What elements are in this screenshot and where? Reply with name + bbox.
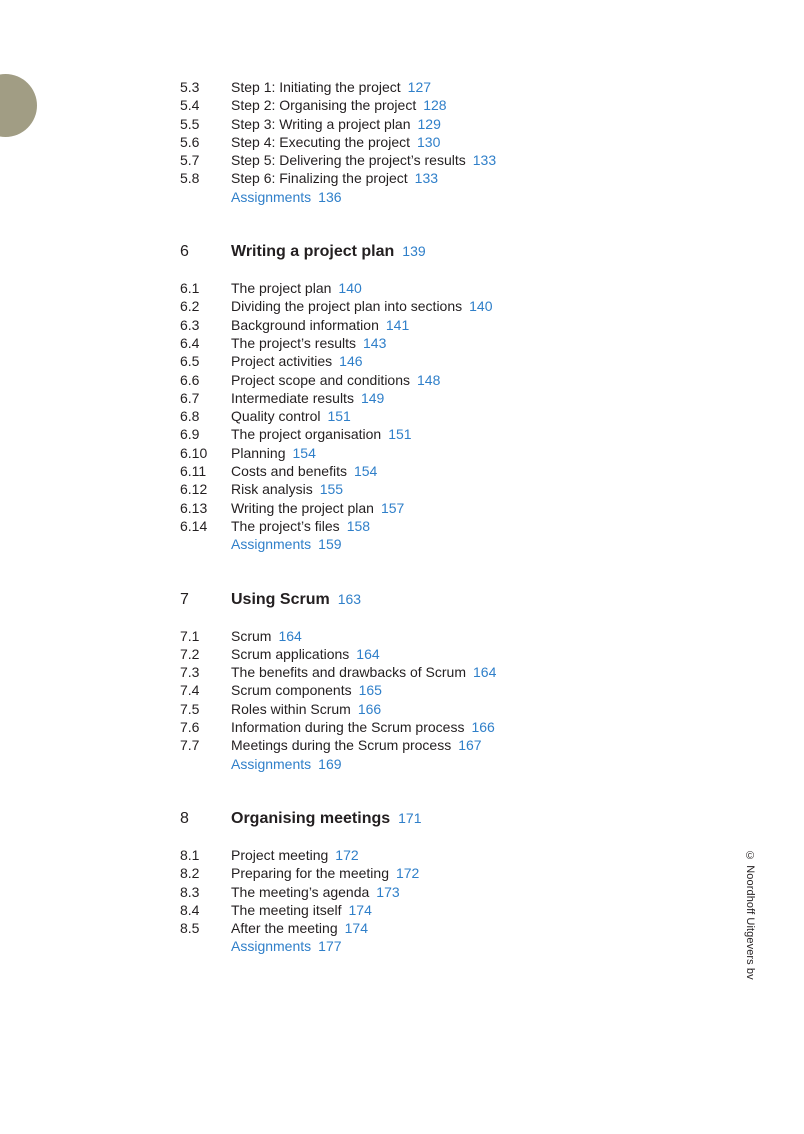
section-title: The benefits and drawbacks of Scrum — [231, 664, 467, 681]
section-title: Background information — [231, 316, 379, 333]
section-list — [180, 78, 640, 206]
section-page-number[interactable]: 165 — [358, 682, 382, 699]
section-list — [180, 627, 640, 773]
section-number: 8.4 — [180, 901, 200, 918]
section-number: 6.1 — [180, 280, 200, 297]
section-page-number[interactable]: 154 — [292, 444, 316, 461]
section-title: Roles within Scrum — [231, 700, 351, 717]
section-page-number[interactable]: 169 — [318, 755, 342, 772]
section-title[interactable]: Assignments — [231, 188, 312, 205]
section-title[interactable]: Assignments — [231, 938, 312, 955]
chapter-page-number[interactable]: 139 — [402, 243, 426, 260]
section-number: 8.3 — [180, 883, 200, 900]
section-title: Project scope and conditions — [231, 371, 410, 388]
section-number: 6.13 — [180, 499, 208, 516]
section-title: Step 3: Writing a project plan — [231, 115, 411, 132]
chapter-heading[interactable] — [180, 591, 640, 613]
chapter-tab-marker — [0, 74, 37, 137]
section-entry[interactable] — [180, 864, 640, 882]
section-title: Step 4: Executing the project — [231, 133, 410, 150]
copyright-notice: © Noordhoff Uitgevers bv — [744, 850, 756, 980]
section-number: 8.1 — [180, 846, 200, 863]
section-entry[interactable] — [180, 901, 640, 919]
section-entry[interactable] — [180, 297, 640, 315]
section-entry[interactable] — [180, 627, 640, 645]
section-title: Risk analysis — [231, 481, 313, 498]
section-entry[interactable] — [180, 846, 640, 864]
section-number: 5.6 — [180, 133, 200, 150]
section-page-number[interactable]: 151 — [327, 408, 351, 425]
section-page-number[interactable]: 158 — [346, 517, 371, 534]
section-page-number[interactable]: 164 — [473, 664, 497, 681]
section-page-number[interactable]: 166 — [357, 700, 382, 717]
section-number: 6.10 — [180, 444, 208, 461]
section-page-number[interactable]: 155 — [319, 481, 344, 498]
section-number: 6.9 — [180, 426, 200, 443]
section-page-number[interactable]: 151 — [388, 426, 412, 443]
section-number: 8.2 — [180, 865, 200, 882]
section-entry[interactable] — [180, 352, 640, 370]
section-entry[interactable] — [180, 517, 640, 535]
section-title: Quality control — [231, 408, 321, 425]
section-title: Planning — [231, 444, 286, 461]
section-entry[interactable] — [180, 279, 640, 297]
section-title: Scrum applications — [231, 645, 350, 662]
section-title: Costs and benefits — [231, 463, 347, 480]
section-number: 6.2 — [180, 298, 200, 315]
section-number: 7.7 — [180, 737, 200, 754]
section-entry[interactable] — [180, 389, 640, 407]
section-title: Step 6: Finalizing the project — [231, 170, 408, 187]
section-title[interactable]: Assignments — [231, 755, 312, 772]
section-page-number[interactable]: 140 — [469, 298, 493, 315]
section-number: 6.3 — [180, 316, 200, 333]
section-number: 6.5 — [180, 353, 200, 370]
section-page-number[interactable]: 133 — [414, 170, 439, 187]
section-title: Step 1: Initiating the project — [231, 79, 401, 95]
section-number: 6.11 — [180, 463, 207, 480]
section-number: 7.2 — [180, 645, 200, 662]
section-entry[interactable] — [180, 316, 640, 334]
section-title: After the meeting — [231, 920, 338, 937]
section-page-number[interactable]: 159 — [318, 536, 342, 553]
section-page-number[interactable]: 177 — [318, 938, 342, 955]
section-page-number[interactable]: 157 — [380, 499, 405, 516]
section-number: 6.7 — [180, 389, 200, 406]
section-number: 7.1 — [180, 627, 200, 644]
toc-chapter — [180, 591, 640, 773]
section-entry[interactable] — [180, 700, 640, 718]
section-entry[interactable] — [180, 133, 640, 151]
section-number: 7.4 — [180, 682, 200, 699]
toc-chapter — [180, 243, 640, 553]
section-page-number[interactable]: 174 — [344, 920, 368, 937]
assignments-entry[interactable] — [180, 755, 640, 773]
section-entry[interactable] — [180, 883, 640, 901]
section-title: Step 2: Organising the project — [231, 97, 417, 114]
section-page-number[interactable]: 141 — [385, 316, 410, 333]
section-title: Intermediate results — [231, 389, 354, 406]
section-number: 6.14 — [180, 517, 208, 534]
section-page-number[interactable]: 136 — [318, 188, 342, 205]
section-title: Step 5: Delivering the project’s results — [231, 152, 466, 169]
section-number: 5.5 — [180, 115, 200, 132]
section-page-number[interactable]: 164 — [278, 627, 302, 644]
assignments-entry[interactable] — [180, 188, 640, 206]
section-entry[interactable] — [180, 151, 640, 169]
section-number: 7.3 — [180, 664, 200, 681]
section-page-number[interactable]: 154 — [353, 463, 378, 480]
assignments-entry[interactable] — [180, 937, 640, 955]
section-page-number[interactable]: 143 — [363, 334, 387, 351]
section-title: Scrum — [231, 627, 272, 644]
section-entry[interactable] — [180, 681, 640, 699]
section-page-number[interactable]: 130 — [417, 133, 441, 150]
section-page-number[interactable]: 174 — [348, 901, 372, 918]
section-entry[interactable] — [180, 425, 640, 443]
section-title: The project’s files — [231, 517, 340, 534]
section-page-number[interactable]: 140 — [338, 280, 362, 297]
section-entry[interactable] — [180, 78, 640, 96]
section-page-number[interactable]: 129 — [417, 115, 441, 132]
section-number: 5.8 — [180, 170, 200, 187]
section-page-number[interactable]: 167 — [458, 737, 482, 754]
section-number: 6.6 — [180, 371, 200, 388]
section-page-number[interactable]: 172 — [395, 865, 420, 882]
section-entry[interactable] — [180, 371, 640, 389]
table-of-contents — [180, 78, 640, 956]
section-entry[interactable] — [180, 169, 640, 187]
section-number: 7.5 — [180, 700, 200, 717]
chapter-number: 7 — [180, 590, 189, 608]
chapter-heading[interactable] — [180, 810, 640, 832]
section-title: The project organisation — [231, 426, 382, 443]
chapter-page-number[interactable]: 171 — [398, 809, 422, 826]
section-page-number[interactable]: 127 — [407, 79, 432, 95]
section-page-number[interactable]: 166 — [471, 719, 495, 736]
section-entry[interactable] — [180, 663, 640, 681]
section-title: Project meeting — [231, 846, 329, 863]
section-title: Writing the project plan — [231, 499, 374, 516]
section-page-number[interactable]: 128 — [423, 97, 447, 114]
section-title: Meetings during the Scrum process — [231, 737, 452, 754]
section-number: 6.8 — [180, 408, 200, 425]
section-list — [180, 846, 640, 956]
section-title: Preparing for the meeting — [231, 865, 389, 882]
chapter-page-number[interactable]: 163 — [337, 590, 362, 607]
section-page-number[interactable]: 148 — [417, 371, 441, 388]
section-number: 5.4 — [180, 97, 200, 114]
section-list — [180, 279, 640, 553]
section-page-number[interactable]: 149 — [360, 389, 385, 406]
section-page-number[interactable]: 172 — [335, 846, 359, 863]
section-page-number[interactable]: 133 — [472, 152, 497, 169]
section-title: The project’s results — [231, 334, 357, 351]
section-number: 8.5 — [180, 920, 200, 937]
chapter-heading[interactable] — [180, 243, 640, 265]
section-entry[interactable] — [180, 444, 640, 462]
section-entry[interactable] — [180, 96, 640, 114]
section-entry[interactable] — [180, 462, 640, 480]
chapter-number: 8 — [180, 809, 189, 827]
section-number: 5.7 — [180, 152, 200, 169]
chapter-title: Organising meetings — [231, 809, 391, 827]
section-title: Scrum components — [231, 682, 352, 699]
section-entry[interactable] — [180, 919, 640, 937]
assignments-entry[interactable] — [180, 535, 640, 553]
section-page-number[interactable]: 173 — [376, 883, 400, 900]
section-entry[interactable] — [180, 499, 640, 517]
section-number: 7.6 — [180, 719, 200, 736]
section-entry[interactable] — [180, 718, 640, 736]
section-entry[interactable] — [180, 480, 640, 498]
section-title: The project plan — [231, 280, 332, 297]
section-entry[interactable] — [180, 334, 640, 352]
section-title: Information during the Scrum process — [231, 719, 465, 736]
chapter-number: 6 — [180, 243, 189, 261]
toc-chapter — [180, 78, 640, 206]
section-entry[interactable] — [180, 407, 640, 425]
section-title: The meeting’s agenda — [231, 883, 370, 900]
section-title: Dividing the project plan into sections — [231, 298, 463, 315]
toc-chapter — [180, 810, 640, 956]
section-title: The meeting itself — [231, 901, 342, 918]
section-entry[interactable] — [180, 736, 640, 754]
section-title: Project activities — [231, 353, 333, 370]
chapter-title: Using Scrum — [231, 590, 330, 608]
section-page-number[interactable]: 164 — [356, 645, 380, 662]
section-number: 5.3 — [180, 79, 200, 95]
section-entry[interactable] — [180, 115, 640, 133]
section-page-number[interactable]: 146 — [339, 353, 363, 370]
section-number: 6.4 — [180, 334, 200, 351]
chapter-title: Writing a project plan — [231, 243, 395, 261]
section-title[interactable]: Assignments — [231, 536, 312, 553]
section-number: 6.12 — [180, 481, 208, 498]
section-entry[interactable] — [180, 645, 640, 663]
